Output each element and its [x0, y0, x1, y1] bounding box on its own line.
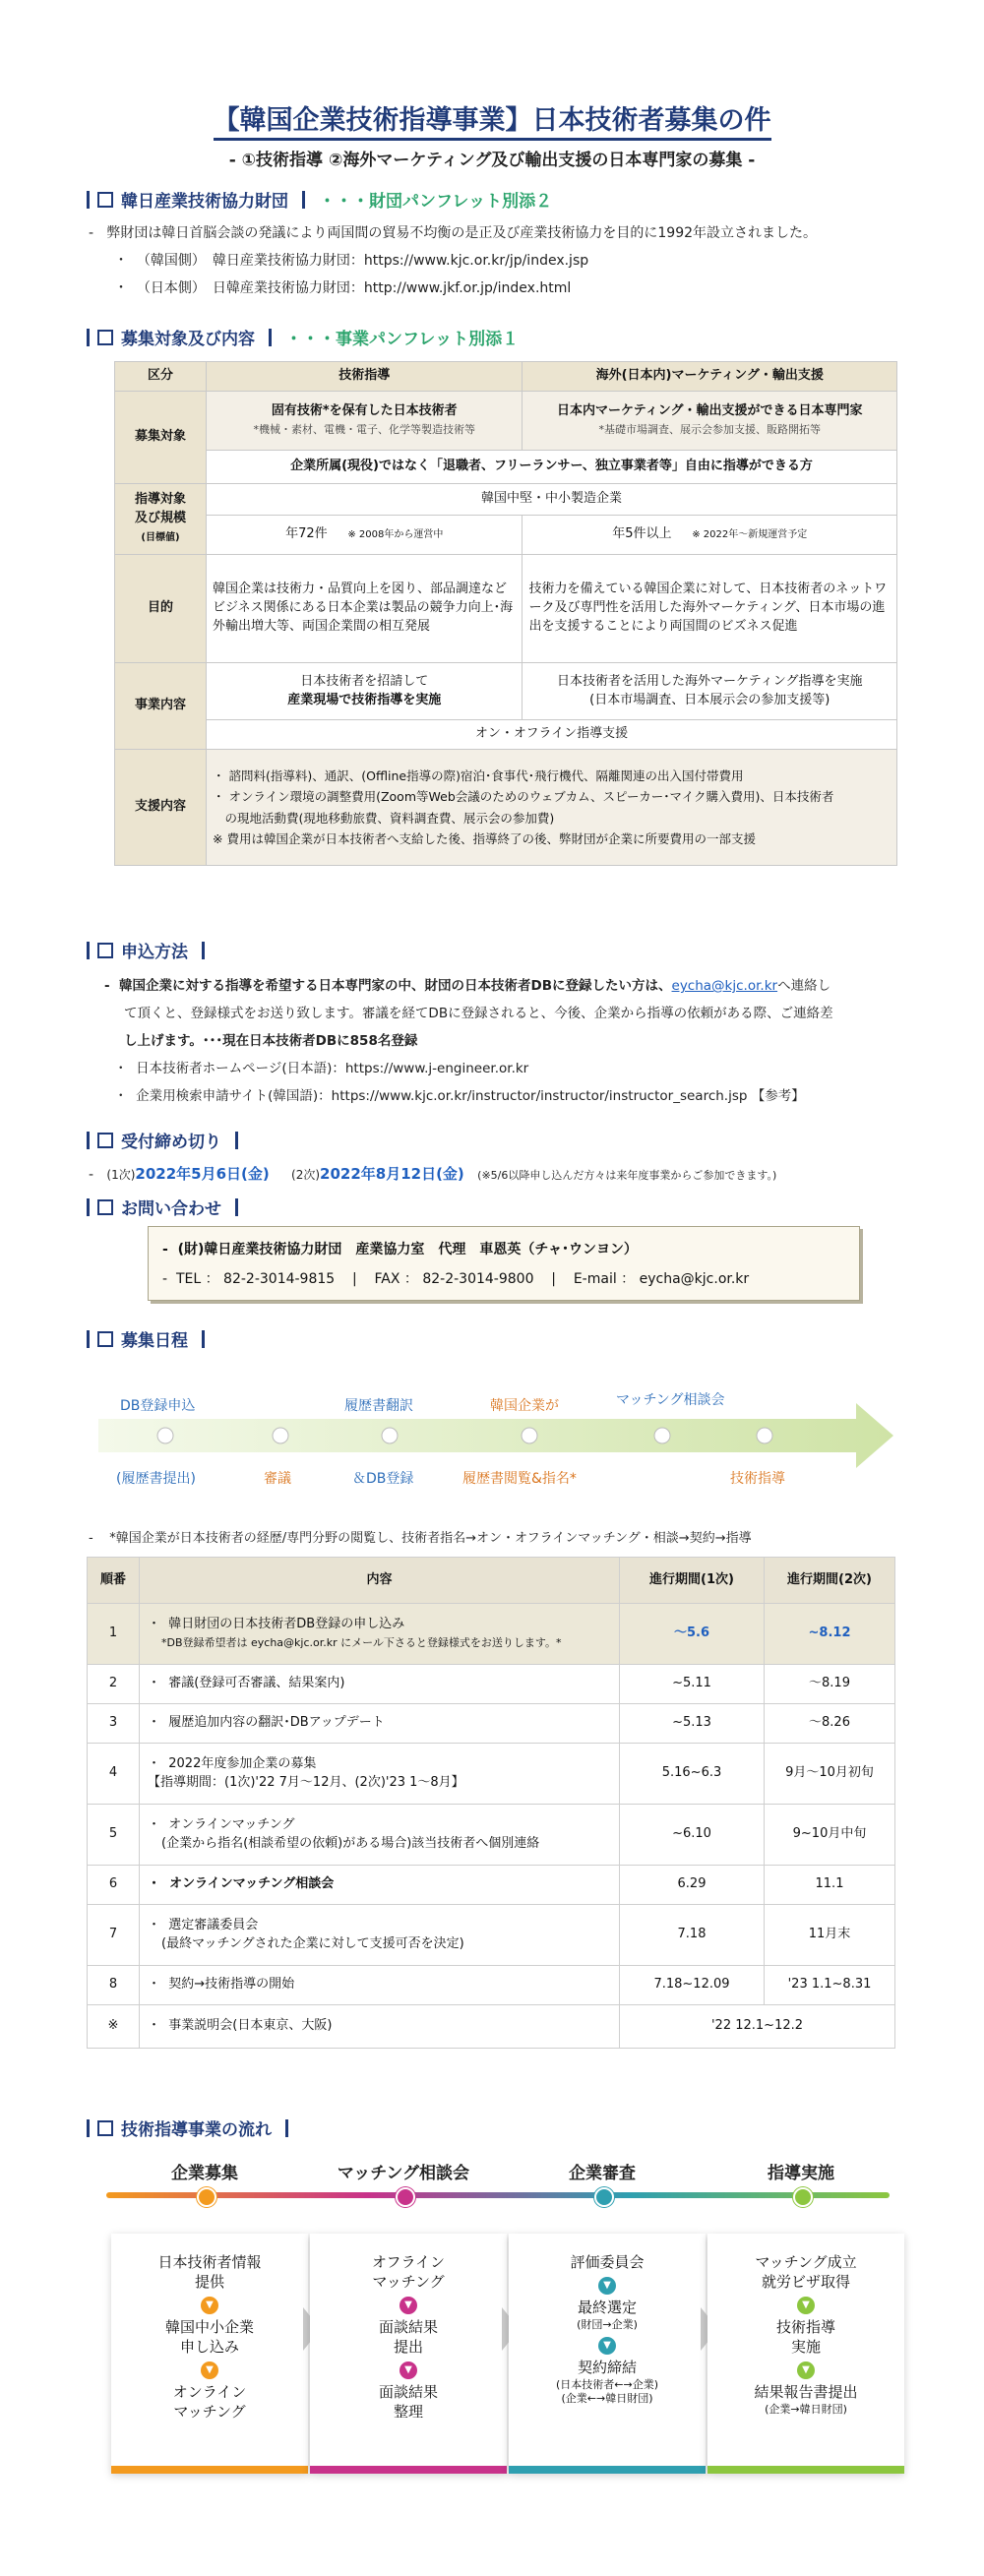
target-common-cell: 韓国中堅・中小製造企業	[207, 484, 897, 516]
application-line-2: て頂くと、登録様式をお送り致します。審議を経てDBに登録されると、今後、企業から指導の依頼がある際、ご連絡差	[124, 1006, 833, 1021]
flow-stage-dot	[594, 2187, 614, 2207]
purpose-tech-cell: 韓国企業は技術力・品質向上を図り、部品調達などビジネス関係にある日本企業は製品の競争力向上･海外輸出増大等、両国企業間の相互発展	[207, 555, 523, 663]
flow-step-arrow-icon: ▼	[797, 2297, 815, 2314]
col-header-marketing: 海外(日本内)マーケティング・輸出支援	[523, 362, 897, 392]
timeline-label-korean-company: 韓国企業が	[490, 1398, 559, 1414]
flow-stage-card	[310, 2234, 507, 2474]
contact-email[interactable]: E-mail ： eycha@kjc.or.kr	[573, 1271, 750, 1287]
table-row: ※ ・ 事業説明会(日本東京、大阪) '22 12.1~12.2	[88, 2005, 895, 2049]
content-tech-cell: 日本技術者を招請して 産業現場で技術指導を実施	[207, 663, 523, 720]
application-line-3: し上げます。･･･現在日本技術者DBに858名登録	[124, 1033, 418, 1049]
table-row: 1 ・ 韓日財団の日本技術者DB登録の申し込み *DB登録希望者は eycha@kjc.or.kr にメール下さると登録様式をお送りします。* ～5.6 ~8.12	[88, 1604, 895, 1665]
timeline-label-review: 審議	[264, 1471, 291, 1487]
flow-step-arrow-icon: ▼	[400, 2297, 417, 2314]
section-heading-application: 申込方法	[87, 938, 205, 962]
col-header-category: 区分	[115, 362, 207, 392]
flow-step-arrow-icon: ▼	[598, 2277, 616, 2295]
table-row: 6 ・ オンラインマッチング相談会 6.29 11.1	[88, 1866, 895, 1905]
contact-line-1: - (財)韓日産業技術協力財団 産業協力室 代理 車恩英（チャ･ウンヨン）	[162, 1242, 638, 1257]
checkbox-icon	[97, 1331, 113, 1347]
checkbox-icon	[97, 2120, 113, 2136]
flow-step-label: 面談結果 整理	[378, 2383, 438, 2421]
flow-step-arrow-icon: ▼	[400, 2361, 417, 2379]
content-marketing-cell: 日本技術者を活用した海外マーケティング指導を実施 (日本市場調査、日本展示会の参加支援等)	[523, 663, 897, 720]
row-label-content: 事業内容	[115, 663, 207, 750]
row-label-support: 支援内容	[115, 750, 207, 866]
timeline-label-resume: (履歴書提出)	[116, 1471, 196, 1487]
flow-step-label: 面談結果 提出	[378, 2318, 438, 2356]
table-row: 8 ・ 契約→技術指導の開始 7.18~12.09 '23 1.1~8.31	[88, 1966, 895, 2005]
flow-stage-title: 企業審査	[569, 2164, 636, 2183]
flow-stage-dot	[793, 2187, 813, 2207]
flow-step-label: 契約締結	[577, 2359, 637, 2376]
flow-stage-dot	[396, 2187, 415, 2207]
section-heading-schedule: 募集日程	[87, 1326, 205, 1351]
flow-step-note: (企業→韓日財団)	[765, 2403, 847, 2416]
link-korea-side[interactable]: ・ （韓国側） 韓日産業技術協力財団：https://www.kjc.or.kr/jp/index.jsp	[114, 253, 589, 269]
contact-box	[148, 1226, 860, 1301]
flow-stage-title: 指導実施	[768, 2164, 834, 2183]
flow-progress-line	[106, 2192, 890, 2198]
row-label-target: 指導対象 及び規模 (目標値)	[115, 484, 207, 555]
timeline-label-db-register: ＆DB登録	[352, 1471, 414, 1487]
flow-stage-title: 企業募集	[171, 2164, 238, 2183]
page-title: 【韓国企業技術指導事業】日本技術者募集の件	[0, 98, 984, 137]
application-line-1: - 韓国企業に対する指導を希望する日本専門家の中、財団の日本技術者DBに登録したい方は、eycha@kjc.or.krへ連絡し	[104, 978, 831, 994]
link-company-search[interactable]: ・ 企業用検索申請サイト(韓国語)：https://www.kjc.or.kr/instructor/instructor/instructor_search.jsp 【参考】	[114, 1088, 805, 1104]
section-heading-contact: お問い合わせ	[87, 1195, 238, 1219]
table-row: 2 ・ 審議(登録可否審議、結果案内) ~5.11 ～8.19	[88, 1665, 895, 1704]
content-common-cell: オン・オフライン指導支援	[207, 720, 897, 750]
row-label-purpose: 目的	[115, 555, 207, 663]
link-engineer-home[interactable]: ・ 日本技術者ホームページ(日本語)：https://www.j-engineer.or.kr	[114, 1061, 529, 1076]
schedule-header-period1: 進行期間(1次)	[620, 1558, 765, 1604]
target-tech-cell: 年72件 ※ 2008年から運営中	[207, 516, 523, 555]
col-header-tech: 技術指導	[207, 362, 523, 392]
timeline-label-tech-guidance: 技術指導	[730, 1471, 785, 1487]
flow-step-note: (財団→企業)	[577, 2318, 638, 2331]
email-link[interactable]: eycha@kjc.or.kr	[671, 978, 778, 994]
checkbox-icon	[97, 192, 113, 208]
timeline-label-db: DB登録申込	[120, 1398, 196, 1414]
timeline-label-matching: マッチング相談会	[616, 1392, 725, 1408]
schedule-header-content: 内容	[140, 1558, 620, 1604]
page-subtitle: - ①技術指導 ②海外マーケティング及び輸出支援の日本専門家の募集 -	[228, 151, 756, 170]
flow-stage-card	[707, 2234, 904, 2474]
schedule-table	[87, 1557, 895, 2049]
flow-step-label: 評価委員会	[570, 2253, 645, 2271]
timeline-dot-2	[273, 1428, 288, 1443]
table-row: 3 ・ 履歴追加内容の翻訳･DBアップデート ~5.13 ～8.26	[88, 1704, 895, 1744]
flow-step-arrow-icon: ▼	[201, 2297, 218, 2314]
flow-step-label: 韓国中小企業 申し込み	[164, 2318, 254, 2356]
schedule-note: - *韓国企業が日本技術者の経歴/専門分野の閲覧し、技術者指名→オン・オフラインマッチング・相談→契約→指導	[89, 1531, 752, 1546]
target-marketing-cell: 年5件以上 ※ 2022年～新規運営予定	[523, 516, 897, 555]
flow-step-arrow-icon: ▼	[201, 2361, 218, 2379]
section-heading-recruitment: 募集対象及び内容 ・・・事業パンフレット別添１	[87, 325, 519, 349]
table-row: 4 ・ 2022年度参加企業の募集 【指導期間：(1次)'22 7月～12月、(2次)'23 1～8月】 5.16~6.3 9月～10月初旬	[88, 1744, 895, 1805]
flow-step-arrow-icon: ▼	[598, 2337, 616, 2355]
timeline-dot-5	[654, 1428, 670, 1443]
timeline-label-resume-view: 履歴書閲覧&指名*	[462, 1471, 577, 1487]
recruit-common-cell: 企業所属(現役)ではなく「退職者、フリーランサー、独立事業者等」自由に指導ができる方	[207, 451, 897, 484]
flow-stage-card	[509, 2234, 706, 2474]
link-japan-side[interactable]: ・ （日本側） 日韓産業技術協力財団：http://www.jkf.or.jp/index.html	[114, 280, 572, 296]
flow-stage-title: マッチング相談会	[337, 2164, 470, 2183]
checkbox-icon	[97, 943, 113, 958]
recruit-tech-cell: 固有技術*を保有した日本技術者 *機械・素材、電機・電子、化学等製造技術等	[207, 392, 523, 451]
flow-step-label: オフライン マッチング	[371, 2253, 446, 2291]
deadline-line: - (1次)2022年5月6日(金) (2次)2022年8月12日(金) (※5/6以降申し込んだ方々は来年度事業からご参加できます。)	[89, 1165, 777, 1183]
contact-line-2: - TEL ： 82-2-3014-9815 | FAX ： 82-2-3014-9800 | E-mail ： eycha@kjc.or.kr	[162, 1271, 750, 1287]
flow-step-arrow-icon: ▼	[797, 2361, 815, 2379]
purpose-marketing-cell: 技術力を備えている韓国企業に対して、日本技術者のネットワーク及び専門性を活用した海外マーケティング、日本市場の進出を支援することにより両国間のビズネス促進	[523, 555, 897, 663]
timeline-label-translate: 履歴書翻訳	[344, 1398, 413, 1414]
flow-step-label: 最終選定	[577, 2299, 637, 2316]
foundation-description: - 弊財団は韓日首脳会談の発議により両国間の貿易不均衡の是正及び産業技術協力を目的に1992年設立されました。	[89, 225, 818, 241]
row-label-recruit: 募集対象	[115, 392, 207, 484]
timeline-dot-6	[757, 1428, 772, 1443]
timeline-dot-1	[157, 1428, 173, 1443]
section-heading-flow: 技術指導事業の流れ	[87, 2116, 288, 2140]
flow-stage-card	[111, 2234, 308, 2474]
section-heading-foundation: 韓日産業技術協力財団 ・・・財団パンフレット別添２	[87, 187, 552, 212]
flow-step-label: 技術指導 実施	[775, 2318, 835, 2356]
timeline-dot-4	[522, 1428, 537, 1443]
support-cell: ・ 諮問料(指導料)、通訳、(Offline指導の際)宿泊･食事代･飛行機代、隔離関連の出入国付帯費用 ・ オンライン環境の調整費用(Zoom等Web会議のためのウェブカム、スピーカー･マイク購入費用)、日本技術者 の現地活動費(現地移動旅費、資料調査費、展示会の参加費) ※ 費用は韓国企業が日本技術者へ支給した後、指導終了の後、弊財団が企業に所要費用の一部支援	[207, 750, 897, 866]
checkbox-icon	[97, 330, 113, 345]
schedule-header-no: 順番	[88, 1558, 140, 1604]
recruitment-table	[114, 361, 897, 866]
flow-step-label: 結果報告書提出	[754, 2383, 858, 2401]
flow-stage-dot	[197, 2187, 216, 2207]
recruit-marketing-cell: 日本内マーケティング・輸出支援ができる日本専門家 *基礎市場調査、展示会参加支援、販路開拓等	[523, 392, 897, 451]
checkbox-icon	[97, 1133, 113, 1148]
checkbox-icon	[97, 1199, 113, 1215]
table-row: 5 ・ オンラインマッチング (企業から指名(相談希望の依頼)がある場合)該当技術者へ個別連絡 ~6.10 9~10月中旬	[88, 1805, 895, 1866]
table-row: 7 ・ 選定審議委員会 (最終マッチングされた企業に対して支援可否を決定) 7.18 11月末	[88, 1905, 895, 1966]
flow-step-note: (日本技術者←→企業) (企業←→韓日財団)	[555, 2378, 659, 2406]
schedule-header-period2: 進行期間(2次)	[765, 1558, 895, 1604]
flow-step-label: 日本技術者情報 提供	[157, 2253, 262, 2291]
timeline-dot-3	[382, 1428, 398, 1443]
section-heading-deadline: 受付締め切り	[87, 1128, 238, 1152]
flow-step-label: オンライン マッチング	[172, 2383, 247, 2421]
flow-step-label: マッチング成立 就労ビザ取得	[755, 2253, 857, 2291]
